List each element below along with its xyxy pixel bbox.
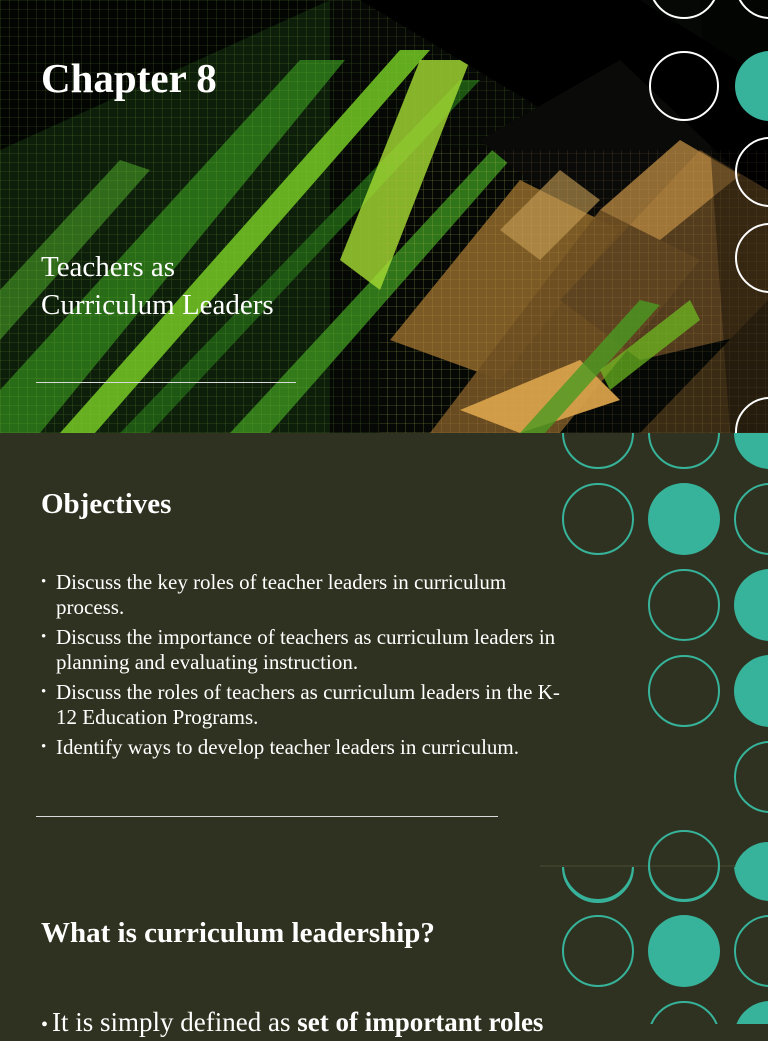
objective-text: Discuss the importance of teachers as curriculum leaders in planning and evaluating instruction.	[56, 625, 556, 674]
objective-item	[41, 735, 571, 760]
bullet: •	[41, 739, 47, 755]
definition-emphasis: set of important roles	[297, 1007, 544, 1037]
objective-item	[41, 625, 571, 675]
definition-text: It is simply defined as	[52, 1007, 298, 1037]
curriculum-leadership-heading: What is curriculum leadership?	[41, 917, 435, 949]
chapter-title: Chapter 8	[41, 55, 217, 101]
objective-text: Discuss the roles of teachers as curriculum leaders in the K-12 Education Programs.	[56, 680, 560, 729]
bullet: •	[41, 574, 47, 590]
objectives-heading: Objectives	[41, 488, 172, 520]
title-divider	[36, 382, 296, 383]
bullet: •	[41, 1014, 49, 1036]
bullet: •	[41, 684, 47, 700]
chapter-subtitle: Teachers as Curriculum Leaders	[41, 251, 274, 321]
title-slide	[0, 0, 768, 433]
objectives-list	[41, 570, 571, 765]
objectives-divider	[36, 816, 498, 817]
objective-item	[41, 570, 571, 620]
objective-item	[41, 680, 571, 730]
content-slides	[0, 433, 768, 1037]
objective-text: Identify ways to develop teacher leaders in curriculum.	[56, 735, 519, 759]
bullet: •	[41, 629, 47, 645]
objective-text: Discuss the key roles of teacher leaders in curriculum process.	[56, 570, 507, 619]
